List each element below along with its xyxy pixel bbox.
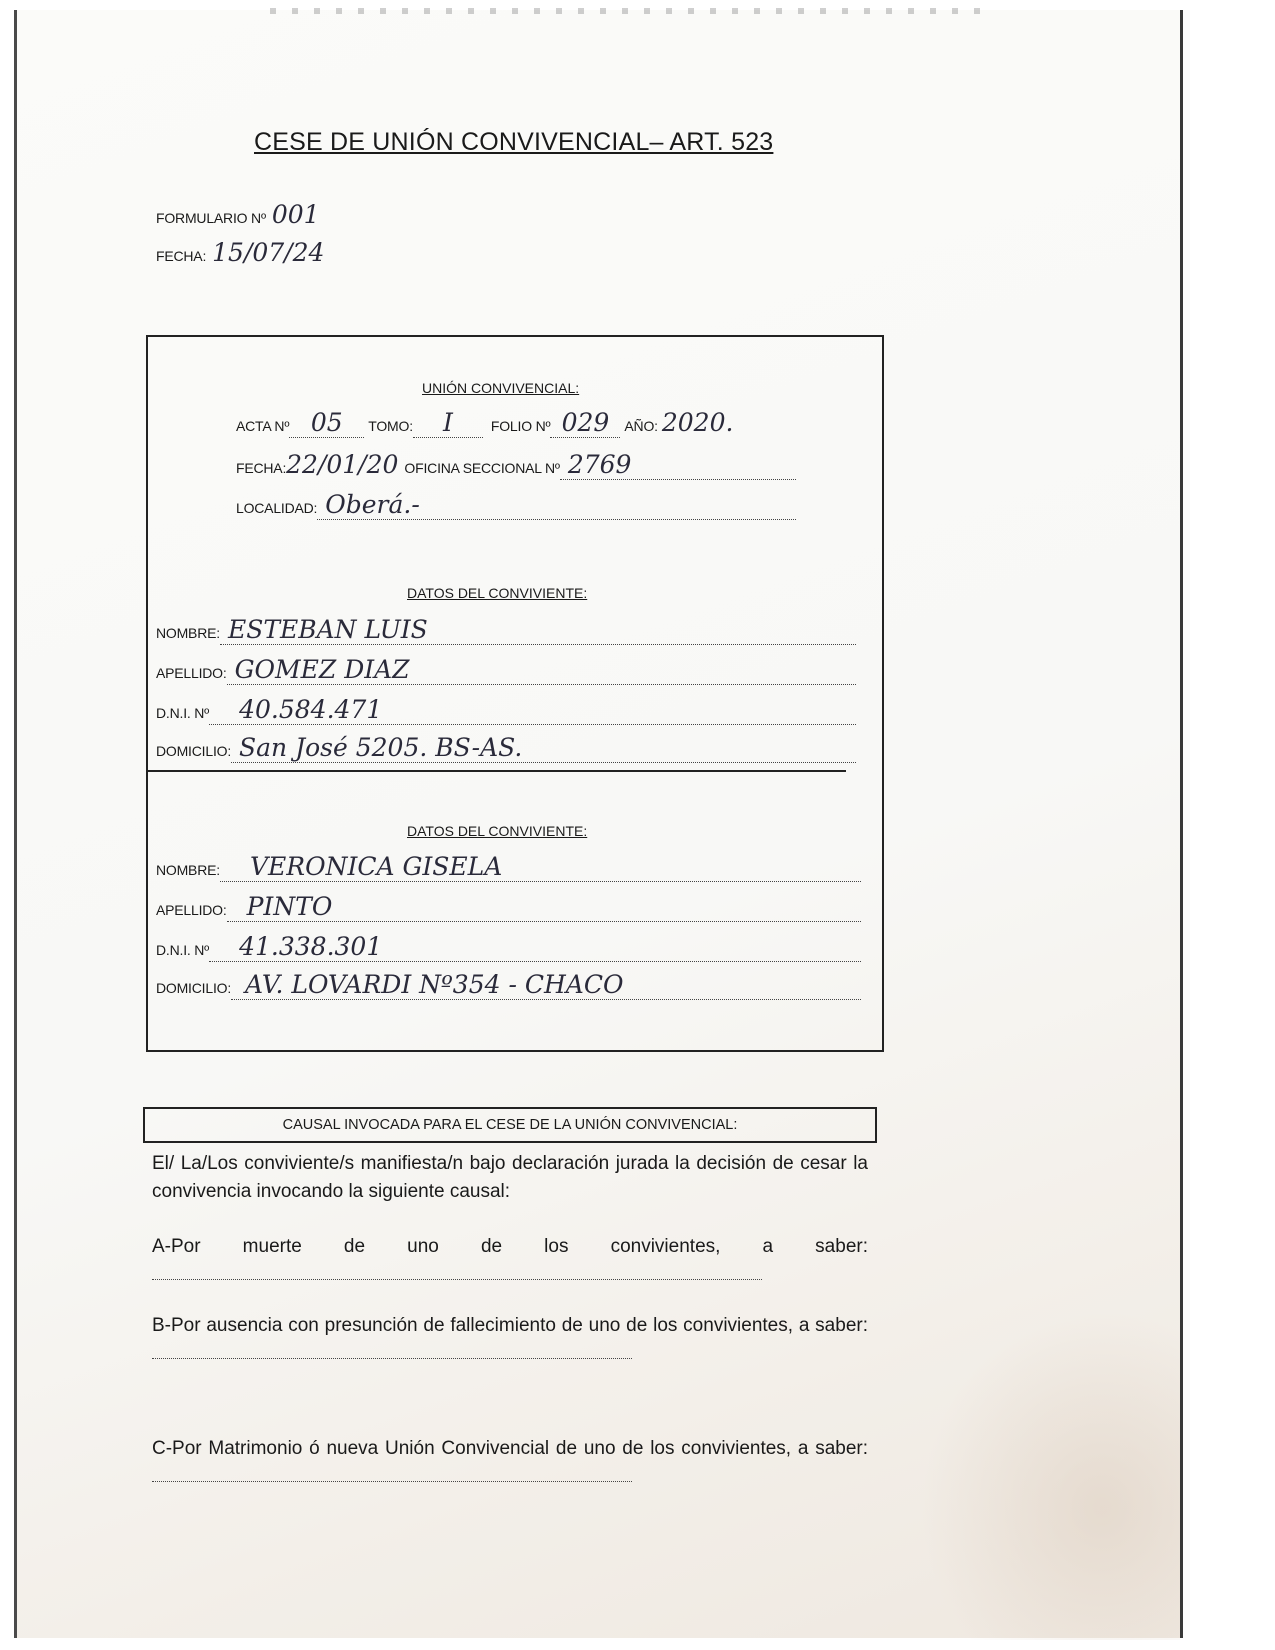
c1-dni-value: 40.584.471 xyxy=(209,695,856,725)
c2-apellido-row xyxy=(156,892,861,922)
causal-c-text: C-Por Matrimonio ó nueva Unión Convivencial de uno de los convivientes, a saber: xyxy=(152,1438,868,1459)
c2-nombre-label: NOMBRE: xyxy=(156,862,220,878)
folio-label: FOLIO Nº xyxy=(490,418,551,434)
causal-a xyxy=(152,1233,868,1289)
page-edge xyxy=(1180,10,1183,1638)
causal-b-text: B-Por ausencia con presunción de fallecimiento de uno de los convivientes, a saber: xyxy=(152,1315,868,1336)
scan-marks xyxy=(270,8,990,14)
document-title: CESE DE UNIÓN CONVIVENCIAL– ART. 523 xyxy=(254,128,774,156)
causal-c xyxy=(152,1435,868,1491)
formulario-value: 001 xyxy=(271,200,320,229)
union-heading: UNIÓN CONVIVENCIAL: xyxy=(422,380,580,396)
union-fecha-label: FECHA: xyxy=(236,460,287,476)
c1-apellido-value: GOMEZ DIAZ xyxy=(227,655,856,685)
c1-nombre-row xyxy=(156,615,856,645)
anio-value: 2020. xyxy=(661,408,734,437)
causal-heading: CAUSAL INVOCADA PARA EL CESE DE LA UNIÓN CONVIVENCIAL: xyxy=(143,1107,877,1143)
c1-nombre-label: NOMBRE: xyxy=(156,625,220,641)
c1-nombre-value: ESTEBAN LUIS xyxy=(220,615,856,645)
scan-shadow xyxy=(920,1310,1180,1640)
c2-dni-row xyxy=(156,932,861,962)
c1-domicilio-row xyxy=(156,733,856,763)
fecha-row xyxy=(156,238,396,267)
c1-apellido-label: APELLIDO: xyxy=(156,665,227,681)
c2-domicilio-row xyxy=(156,970,861,1000)
fecha-label: FECHA: xyxy=(156,248,207,264)
conviviente2-heading: DATOS DEL CONVIVIENTE: xyxy=(407,823,588,839)
c2-domicilio-value: AV. LOVARDI Nº354 - CHACO xyxy=(231,970,861,1000)
acta-row xyxy=(236,408,816,438)
acta-value: 05 xyxy=(289,408,364,438)
fecha-oficina-row xyxy=(236,450,796,480)
acta-label: ACTA Nº xyxy=(236,418,290,434)
c1-domicilio-value: San José 5205. BS-AS. xyxy=(231,733,856,763)
c1-dni-row xyxy=(156,695,856,725)
folio-value: 029 xyxy=(550,408,620,438)
localidad-label: LOCALIDAD: xyxy=(236,500,318,516)
causal-c-line xyxy=(152,1465,632,1482)
fecha-value: 15/07/24 xyxy=(212,238,325,267)
localidad-row xyxy=(236,490,796,520)
tomo-value: I xyxy=(413,408,483,438)
causal-a-text: A-Por muerte de uno de los convivientes, a saber: xyxy=(152,1236,868,1257)
c1-domicilio-label: DOMICILIO: xyxy=(156,743,232,759)
anio-label: AÑO: xyxy=(624,418,658,434)
c2-nombre-row xyxy=(156,852,861,882)
c2-domicilio-label: DOMICILIO: xyxy=(156,980,232,996)
section-divider xyxy=(146,770,846,772)
c2-apellido-value: PINTO xyxy=(227,892,861,922)
union-fecha-value: 22/01/20 xyxy=(286,450,399,479)
c1-dni-label: D.N.I. Nº xyxy=(156,705,210,721)
c2-nombre-value: VERONICA GISELA xyxy=(220,852,861,882)
causal-b xyxy=(152,1312,868,1368)
c2-dni-value: 41.338.301 xyxy=(209,932,861,962)
oficina-value: 2769 xyxy=(560,450,796,480)
tomo-label: TOMO: xyxy=(368,418,413,434)
c1-apellido-row xyxy=(156,655,856,685)
formulario-label: FORMULARIO Nº xyxy=(156,210,266,226)
causal-intro: El/ La/Los conviviente/s manifiesta/n bajo declaración jurada la decisión de cesar la convivencia invocando la siguiente causal: xyxy=(152,1153,868,1202)
causal-b-line xyxy=(152,1342,632,1359)
c2-apellido-label: APELLIDO: xyxy=(156,902,227,918)
formulario-row xyxy=(156,200,386,229)
c2-dni-label: D.N.I. Nº xyxy=(156,942,210,958)
conviviente1-heading: DATOS DEL CONVIVIENTE: xyxy=(407,585,588,601)
oficina-label: OFICINA SECCIONAL Nº xyxy=(404,460,560,476)
causal-a-line xyxy=(152,1263,762,1280)
localidad-value: Oberá.- xyxy=(317,490,796,520)
